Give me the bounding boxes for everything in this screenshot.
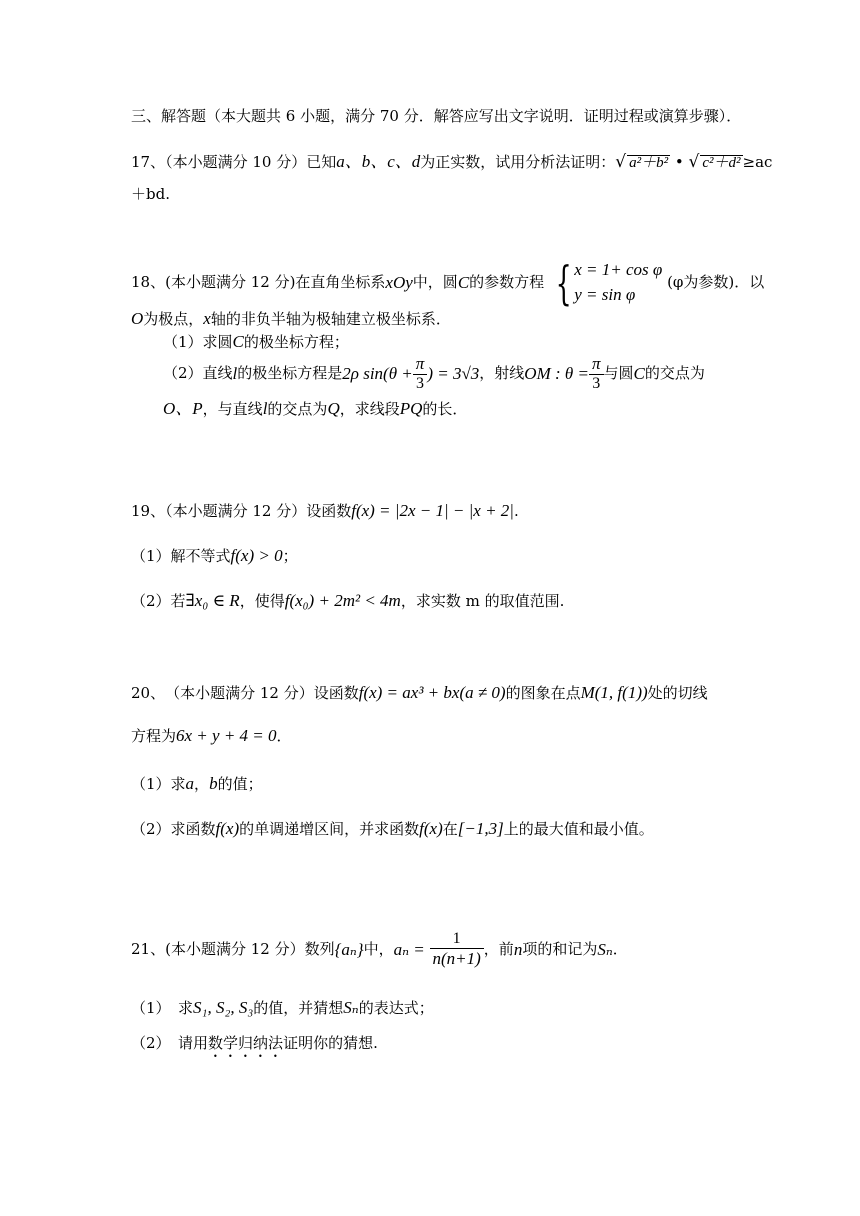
fraction-numerator: 1 [452,930,461,947]
question-20-part-2 [131,820,654,837]
q18-p3d: ，求线段 [339,400,400,418]
q21-fraction [430,930,484,969]
q18-eq-1: x = 1+ cos φ [574,260,663,279]
q19-p1: （1）解不等式 [131,547,231,565]
question-17-line-1 [131,153,772,171]
q18-p2e: 的交点为 [644,363,705,382]
q20-p1b: 的值； [217,775,263,793]
q18-p2a: （2）直线 [163,363,233,382]
q20-p2b: 的单调递增区间，并求函数 [239,820,420,838]
q21-s123: S₁, S₂, S₃ [193,998,254,1017]
q18-circle-c: C [232,332,244,351]
q17-label: 17、（本小题满分 10 分）已知 [131,153,337,171]
q17-radicand-1: a²＋b² [629,155,669,171]
q19-end: . [513,502,519,520]
question-17-line-2: ＋bd. [131,185,170,203]
q18-circle-c: C [633,363,645,383]
q21-p2b: 证明你的猜想. [283,1034,378,1052]
q20-t1: 的图象在点 [505,684,581,702]
q21-p2a: （2） 请用 [131,1034,209,1052]
q18-l2d: 轴的非负半轴为极轴建立极坐标系． [210,310,451,328]
q19-condition: f(x₀) + 2m² < 4m [284,591,401,610]
q21-sequence: {aₙ} [334,939,364,959]
q17-dot: • [674,153,684,171]
q20-label: 20、 （本小题满分 12 分）设函数 [131,684,359,702]
question-18-part-2 [163,354,705,393]
brace-icon: { [555,255,572,310]
q18-p2b: 的极坐标方程是 [237,363,343,382]
q18-p3b: ，与直线 [202,400,263,418]
q20-interval: [−1,3] [457,819,504,838]
q18-p1b: 的极坐标方程； [243,333,349,351]
q20-a: a [185,774,195,793]
q18-label: 18、(本小题满分 12 分)在直角坐标系 [131,273,386,292]
question-21-part-2 [131,1034,378,1061]
question-19-part-1 [131,547,298,564]
q18-o: O [131,309,144,328]
q21-t2: ，前 [483,939,514,958]
q17-radicand-2: c²＋d² [702,155,741,171]
q21-emphasis: 数学归纳法 [208,1034,284,1052]
q18-op: O、P [163,399,203,418]
question-20-line-1 [131,684,708,701]
question-18-line-1 [131,255,765,310]
q20-l2a: 方程为 [131,727,177,745]
fraction-denominator: 3 [413,374,428,393]
q21-an: aₙ = [393,939,425,959]
q21-p1a: （1） 求 [131,999,194,1017]
q17-relation: ≥ac [742,153,773,171]
question-20-part-1 [131,775,263,792]
q20-t2: 处的切线 [647,684,708,702]
q21-sn: Sₙ [343,998,359,1017]
q19-p2b: ，使得 [239,592,285,610]
q18-xoy: xOy [385,273,413,293]
sqrt-icon: √ [615,152,627,172]
q21-n: n [513,939,523,959]
question-20-line-2 [131,727,292,744]
q18-t2: 的参数方程 [469,273,545,292]
q18-line-l: l [262,399,268,418]
q20-p2a: （2）求函数 [131,820,216,838]
q18-p3c: 的交点为 [267,400,328,418]
q20-tangent-eq: 6x + y + 4 = 0 [176,726,277,745]
q18-polar-eq-a: 2ρ sin(θ + [342,363,413,383]
q21-t3: 项的和记为 [522,939,598,958]
q21-sn: Sₙ [597,939,613,959]
q18-fraction [589,354,604,393]
q19-p2c: ，求实数 m 的取值范围. [400,592,565,610]
q18-ray: OM : θ = [524,363,589,383]
q20-f: f(x) [419,819,443,838]
q20-f: f(x) [215,819,240,838]
q18-t1: 中，圆 [412,273,458,292]
sqrt-icon: √ [688,152,700,172]
q19-exists: ∃x₀ ∈ R [185,591,240,610]
q20-b: b [209,774,218,793]
fraction-denominator: 3 [589,374,604,393]
q19-p2a: （2）若 [131,592,186,610]
question-18-part-1 [163,333,349,350]
q17-vars: a、b、c、d [336,152,421,171]
q18-x: x [203,309,211,328]
q21-label: 21、(本小题满分 12 分）数列 [131,939,335,958]
fraction-numerator: π [415,354,425,373]
q18-param: (φ为参数)．以 [667,273,765,292]
q18-line-l: l [232,363,238,383]
question-21-line-1 [131,930,628,969]
q20-p1a: （1）求 [131,775,186,793]
q19-p1end: ； [282,547,298,565]
q18-pq: PQ [399,399,423,418]
question-18-line-2 [131,310,451,327]
question-18-part-2-cont [163,400,467,417]
section-header: 三、解答题（本大题共 6 小题，满分 70 分．解答应写出文字说明．证明过程或演算步骤）． [131,107,742,125]
q18-polar-eq-b: ) = 3√3 [427,363,480,383]
q18-fraction [413,354,428,393]
q20-l2end: ． [276,727,292,745]
question-19-line-1 [131,502,519,519]
q17-text: 为正实数，试用分析法证明： [420,153,616,171]
q21-t1: 中， [363,939,394,958]
q18-equation-system [549,255,663,310]
question-19-part-2 [131,592,564,609]
q18-p2d: 与圆 [603,363,634,382]
q21-p1c: 的表达式； [358,999,434,1017]
q20-comma: ， [194,775,210,793]
q20-p2c: 在 [442,820,458,838]
q21-t4: ． [612,939,628,958]
q20-point: M(1, f(1)) [580,683,648,702]
q19-inequality: f(x) > 0 [230,546,283,565]
q19-label: 19、（本小题满分 12 分）设函数 [131,502,352,520]
q18-circle-c: C [457,273,470,293]
q19-function: f(x) = |2x − 1| − |x + 2| [351,501,514,520]
q18-l2b: 为极点， [143,310,204,328]
q18-eq-2: y = sin φ [574,284,636,304]
q18-p2c: ，射线 [479,363,525,382]
question-21-part-1 [131,999,434,1016]
q21-p1b: 的值，并猜想 [253,999,344,1017]
q20-function: f(x) = ax³ + bx(a ≠ 0) [358,683,506,702]
fraction-denominator: n(n+1) [430,948,484,969]
q18-q: Q [327,399,340,418]
q18-p1: （1）求圆 [163,333,233,351]
q20-p2d: 上的最大值和最小值。 [503,820,654,838]
q18-p3e: 的长． [422,400,468,418]
fraction-numerator: π [591,354,601,373]
